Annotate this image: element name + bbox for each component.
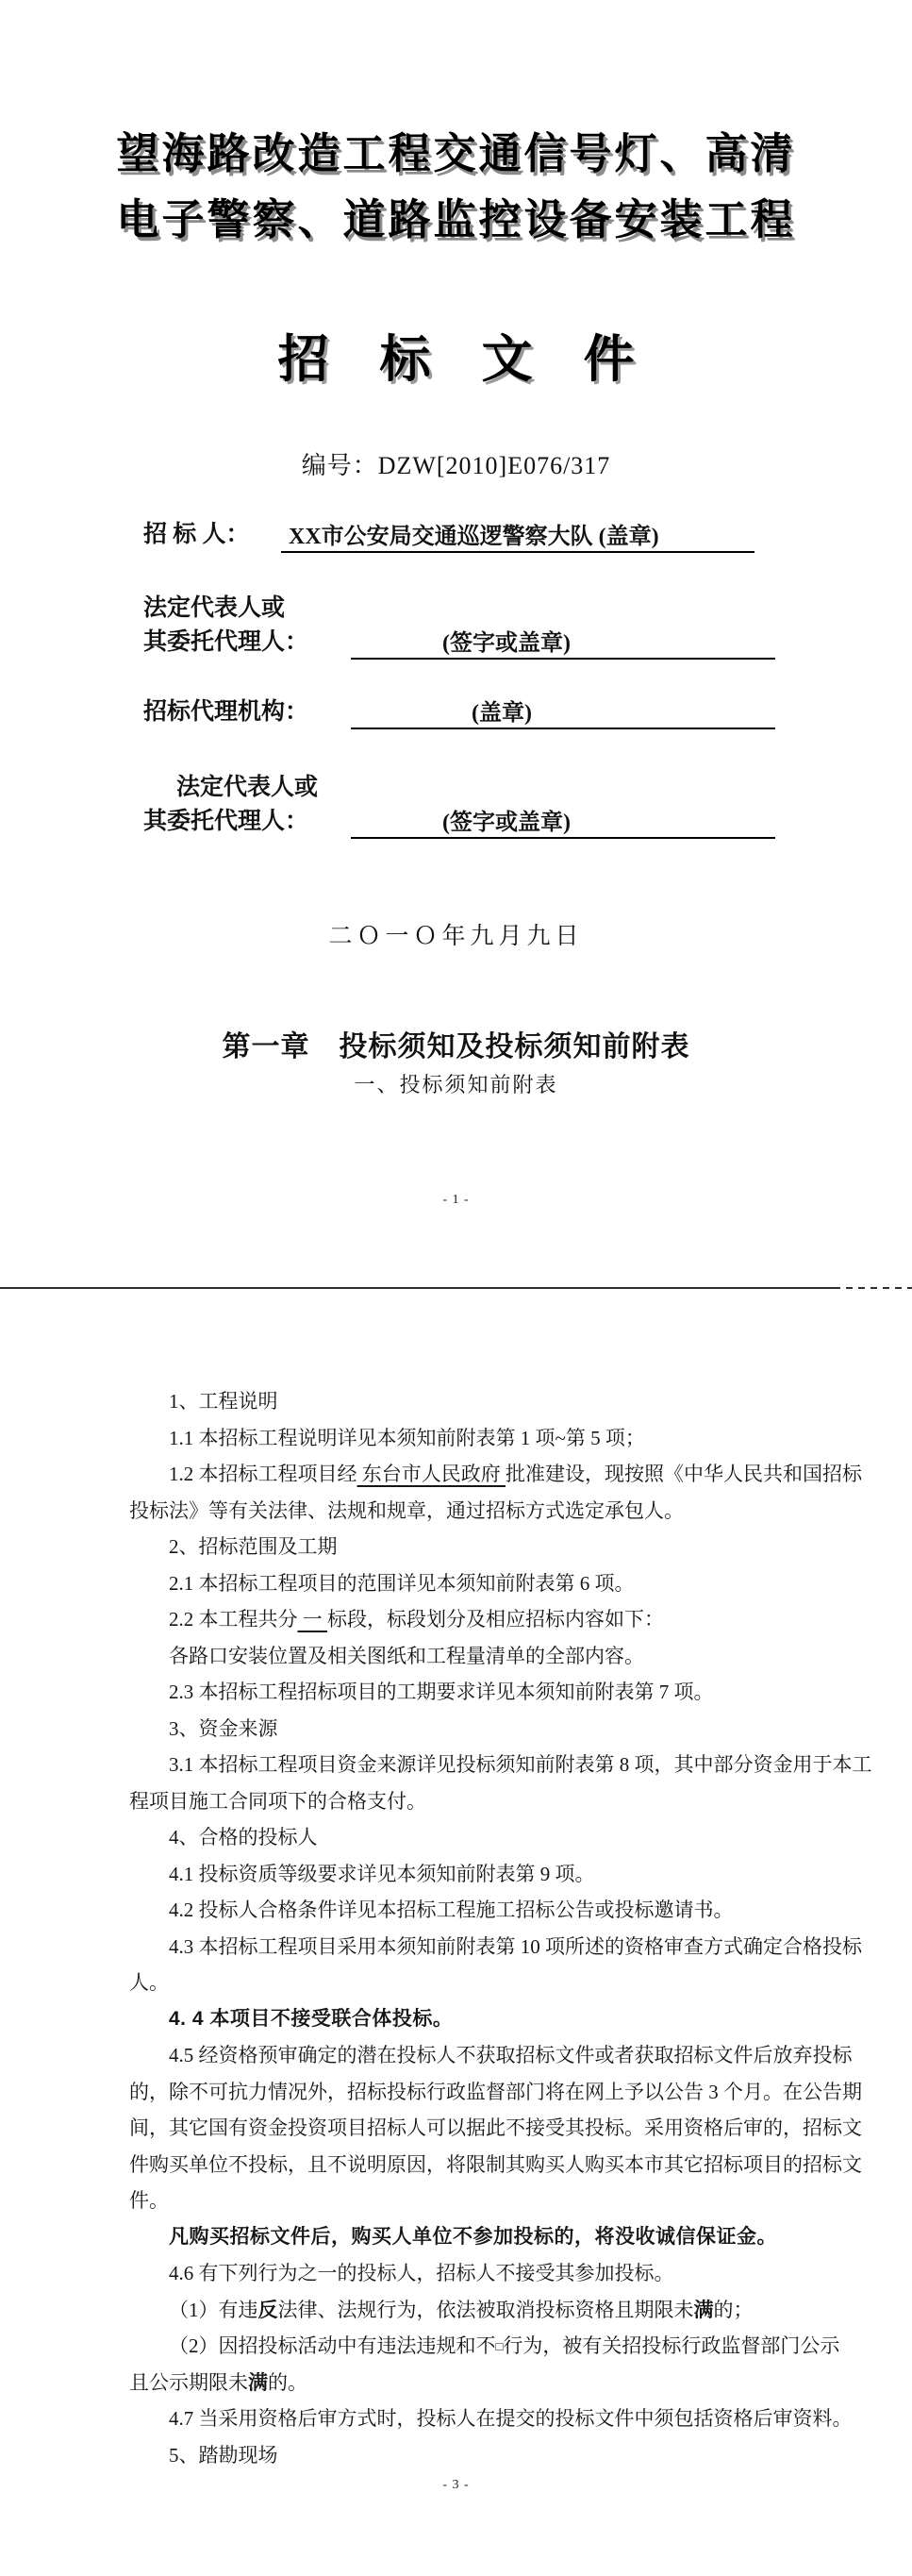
text-segment: 4.2 投标人合格条件详见本招标工程施工招标公告或投标邀请书。 — [169, 1899, 734, 1921]
legal-rep-label-line1: 法定代表人或 — [143, 595, 286, 621]
document-number: 编号：DZW[2010]E076/317 — [301, 452, 611, 479]
body-line — [129, 1601, 832, 1638]
body-line — [129, 2183, 832, 2219]
chapter-subheading: 一、投标须知前附表 — [354, 1073, 558, 1096]
text-segment: 凡购买招标文件后，购买人单位不参加投标的，将没收诚信保证金。 — [169, 2225, 777, 2248]
text-segment: 2.2 本工程共分 — [169, 1608, 298, 1631]
body-line — [129, 2328, 840, 2365]
agency-label: 招标代理机构： — [143, 699, 309, 725]
text-segment: 3.1 本招标工程项目资金来源详见投标须知前附表第 8 项，其中部分资金用于本工 — [169, 1753, 872, 1776]
text-segment: 各路口安装位置及相关图纸和工程量清单的全部内容。 — [169, 1644, 644, 1667]
text-segment: （1）有违 — [169, 2298, 258, 2321]
legal-rep2-label-line1: 法定代表人或 — [176, 775, 319, 800]
text-segment: 批准建设，现按照《中华人民共和国招标 — [506, 1463, 862, 1485]
text-segment: 4.3 本招标工程项目采用本须知前附表第 10 项所述的资格审查方式确定合格投标 — [169, 1934, 862, 1958]
bidder-label: 招 标 人： — [143, 522, 250, 547]
document-type-heading: 招 标 文 件 — [277, 331, 635, 388]
text-segment: （2）因招投标活动中有违法违规和不 — [169, 2334, 496, 2357]
text-segment: 2.3 本招标工程招标项目的工期要求详见本须知前附表第 7 项。 — [169, 1681, 714, 1703]
body-line — [129, 1892, 832, 1929]
body-line — [129, 1965, 832, 2001]
document-date: 二Ｏ一Ｏ年九月九日 — [328, 924, 584, 949]
text-segment: 件。 — [129, 2189, 169, 2212]
text-segment: 4.7 当采用资格后审方式时，投标人在提交的投标文件中须包括资格后审资料。 — [169, 2407, 853, 2430]
project-title-line2: 电子警察、道路监控设备安装工程 — [116, 196, 796, 243]
body-line — [129, 2110, 862, 2147]
text-segment: 4.6 有下列行为之一的投标人，招标人不接受其参加投标。 — [169, 2262, 674, 2284]
text-segment: 的，除不可抗力情况外，招标投标行政监督部门将在网上予以公告 3 个月。在公告期 — [129, 2080, 862, 2103]
project-title-line1: 望海路改造工程交通信号灯、高清 — [116, 130, 796, 177]
text-segment: 2.1 本招标工程项目的范围详见本须知前附表第 6 项。 — [169, 1571, 635, 1595]
text-segment: 1.2 本招标工程项目经 — [169, 1463, 357, 1485]
text-segment: 的； — [713, 2298, 754, 2321]
text-segment: 5、踏勘现场 — [169, 2443, 278, 2467]
body-line — [129, 1747, 872, 1783]
text-segment: 的。 — [268, 2370, 307, 2394]
text-segment: 行为，被有关招投标行政监督部门公示 — [503, 2334, 840, 2357]
bidder-value-field: XX市公安局交通巡逻警察大队 (盖章) — [281, 522, 754, 553]
legal-rep-signature-field: (签字或盖章) — [351, 628, 775, 660]
text-segment: 法律、法规行为，依法被取消投标资格且期限未 — [277, 2298, 694, 2321]
text-segment: 件购买单位不投标，且不说明原因，将限制其购买人购买本市其它招标项目的招标文 — [129, 2152, 862, 2176]
page2-footer-number: - 3 - — [442, 2478, 470, 2492]
text-segment: 4.1 投标资质等级要求详见本须知前附表第 9 项。 — [169, 1862, 595, 1885]
body-line — [129, 1565, 832, 1602]
text-segment: 1、工程说明 — [169, 1390, 278, 1413]
legal-rep2-label-line2: 其委托代理人： — [143, 809, 309, 834]
body-line — [129, 1819, 832, 1856]
body-line — [129, 2437, 832, 2474]
body-line — [129, 1420, 832, 1457]
body-line — [129, 2255, 832, 2292]
text-segment: 4、合格的投标人 — [169, 1826, 318, 1848]
body-line — [129, 2037, 853, 2074]
emphasized-char: 满 — [248, 2371, 268, 2394]
body-line — [129, 2001, 832, 2038]
body-line — [129, 1783, 832, 1820]
text-segment: 人。 — [129, 1971, 169, 1994]
page-divider-line — [0, 1287, 834, 1289]
body-line — [129, 1674, 832, 1711]
text-segment: 2、招标范围及工期 — [169, 1535, 338, 1558]
text-segment: 4. 4 本项目不接受联合体投标。 — [169, 2007, 454, 2030]
text-segment: 3、资金来源 — [169, 1716, 278, 1740]
body-line — [129, 1493, 832, 1530]
tofu: □ — [495, 2339, 504, 2353]
body-line — [129, 1856, 832, 1893]
text-segment: 间，其它国有资金投资项目招标人可以据此不接受其投标。采用资格后审的，招标文 — [129, 2116, 862, 2139]
agency-seal-field: (盖章) — [351, 698, 775, 729]
emphasized-char: 反 — [257, 2299, 278, 2321]
body-line — [129, 1456, 862, 1493]
project-title — [0, 121, 912, 253]
text-segment: 程项目施工合同项下的合格支付。 — [129, 1789, 426, 1813]
body-line — [129, 2074, 862, 2111]
body-line — [129, 2147, 862, 2183]
body-line — [129, 2400, 853, 2437]
emphasized-char: 满 — [693, 2299, 714, 2321]
text-segment: 投标法》等有关法律、法规和规章，通过招标方式选定承包人。 — [129, 1498, 684, 1522]
body-line — [129, 1711, 832, 1748]
text-segment: 标段，标段划分及相应招标内容如下： — [327, 1608, 664, 1631]
page2-body-text — [129, 1383, 872, 2473]
page-divider-dashes — [834, 1287, 912, 1289]
text-segment: 4.5 经资格预审确定的潜在投标人不获取招标文件或者获取招标文件后放弃投标 — [169, 2044, 853, 2066]
text-segment: 且公示期限未 — [129, 2370, 248, 2394]
legal-rep-label-line2: 其委托代理人： — [143, 629, 309, 655]
page1-footer-number: - 1 - — [442, 1193, 470, 1207]
underlined-value: 一 — [297, 1608, 327, 1631]
underlined-value: 东台市人民政府 — [357, 1463, 506, 1485]
body-line — [129, 2365, 832, 2401]
chapter-heading: 第一章 投标须知及投标须知前附表 — [222, 1031, 690, 1062]
legal-rep2-signature-field: (签字或盖章) — [351, 808, 775, 839]
text-segment: 1.1 本招标工程说明详见本须知前附表第 1 项~第 5 项； — [169, 1426, 645, 1449]
body-line — [129, 1529, 832, 1565]
body-line — [129, 1638, 832, 1675]
body-line — [129, 1929, 862, 1965]
body-line — [129, 1383, 832, 1420]
body-line — [129, 2219, 832, 2256]
body-line — [129, 2292, 832, 2329]
